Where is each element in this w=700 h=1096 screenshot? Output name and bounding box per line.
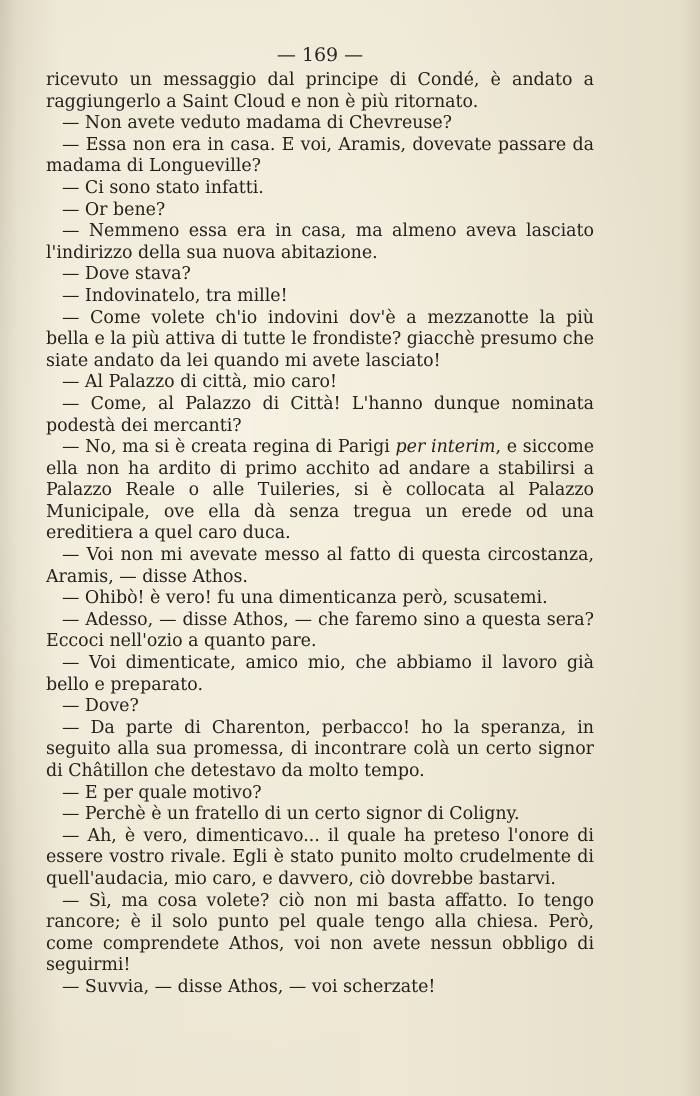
paragraph: — Essa non era in casa. E voi, Aramis, dovevate passare da madama di Longueville? (46, 134, 594, 177)
paragraph: — Ci sono stato infatti. (62, 177, 264, 198)
paragraph: — Dove? (62, 696, 139, 717)
italic-text: per interim (395, 437, 496, 458)
text-run: — No, ma si è creata regina di Parigi (62, 437, 396, 458)
paragraph: — Come volete ch'io indovini dov'è a mezzanotte la più bella e la più attiva di tutte le frondiste? giacchè presumo che siate andato da lei quando mi avete lasciato! (46, 307, 594, 371)
paragraph: — Voi non mi avevate messo al fatto di questa circostanza, Aramis, — disse Athos. (46, 545, 594, 587)
paragraph: — Indovinatelo, tra mille! (62, 285, 288, 306)
text-run: , e siccome ella non ha ardito di primo acchito ad andare a stabilirsi a Palazzo Reale o alle Tuileries, si è collocata al Palazzo Municipale, ove ella dà senza tregua un erede od una ereditiera a quel caro duca. (46, 437, 594, 544)
paragraph: — Adesso, — disse Athos, — che faremo sino a questa sera? Eccoci nell'ozio a quanto pare. (46, 609, 594, 652)
paragraph: — Ah, è vero, dimenticavo... il quale ha preteso l'onore di essere vostro rivale. Egli è stato punito molto crudelmente di quell'audacia, mio caro, e davvero, ciò dovrebbe bastarvi. (46, 825, 594, 889)
paragraph: ricevuto un messaggio dal principe di Condé, è andato a raggiungerlo a Saint Cloud e non è più ritornato. (46, 70, 594, 112)
paragraph: — Non avete veduto madama di Chevreuse? (62, 113, 452, 134)
paragraph: — Come, al Palazzo di Città! L'hanno dunque nominata podestà dei mercanti? (46, 393, 594, 436)
paragraph: — Sì, ma cosa volete? ciò non mi basta affatto. Io tengo rancore; è il solo punto pel quale tengo alla chiesa. Però, come comprendete Athos, voi non avete nessun obbligo di seguirmi! (46, 890, 594, 976)
paragraph: — Or bene? (62, 199, 166, 220)
paragraph: — E per quale motivo? (62, 782, 262, 803)
paragraph: — Al Palazzo di città, mio caro! (62, 372, 337, 393)
paragraph: — Perchè è un fratello di un certo signor di Coligny. (62, 804, 520, 825)
paragraph: — Da parte di Charenton, perbacco! ho la speranza, in seguito alla sua promessa, di incontrare colà un certo signor di Châtillon che detestavo da molto tempo. (46, 717, 594, 781)
paragraph: — Voi dimenticate, amico mio, che abbiamo il lavoro già bello e preparato. (46, 653, 594, 695)
paragraph: — Ohibò! è vero! fu una dimenticanza però, scusatemi. (62, 588, 548, 609)
paragraph (46, 437, 594, 545)
body-text (46, 70, 594, 999)
paragraph: — Nemmeno essa era in casa, ma almeno aveva lasciato l'indirizzo della sua nuova abitazione. (46, 221, 594, 263)
paragraph: — Suvvia, — disse Athos, — voi scherzate! (62, 976, 436, 997)
paragraph: — Dove stava? (62, 264, 191, 285)
page-number: — 169 — (276, 44, 364, 66)
